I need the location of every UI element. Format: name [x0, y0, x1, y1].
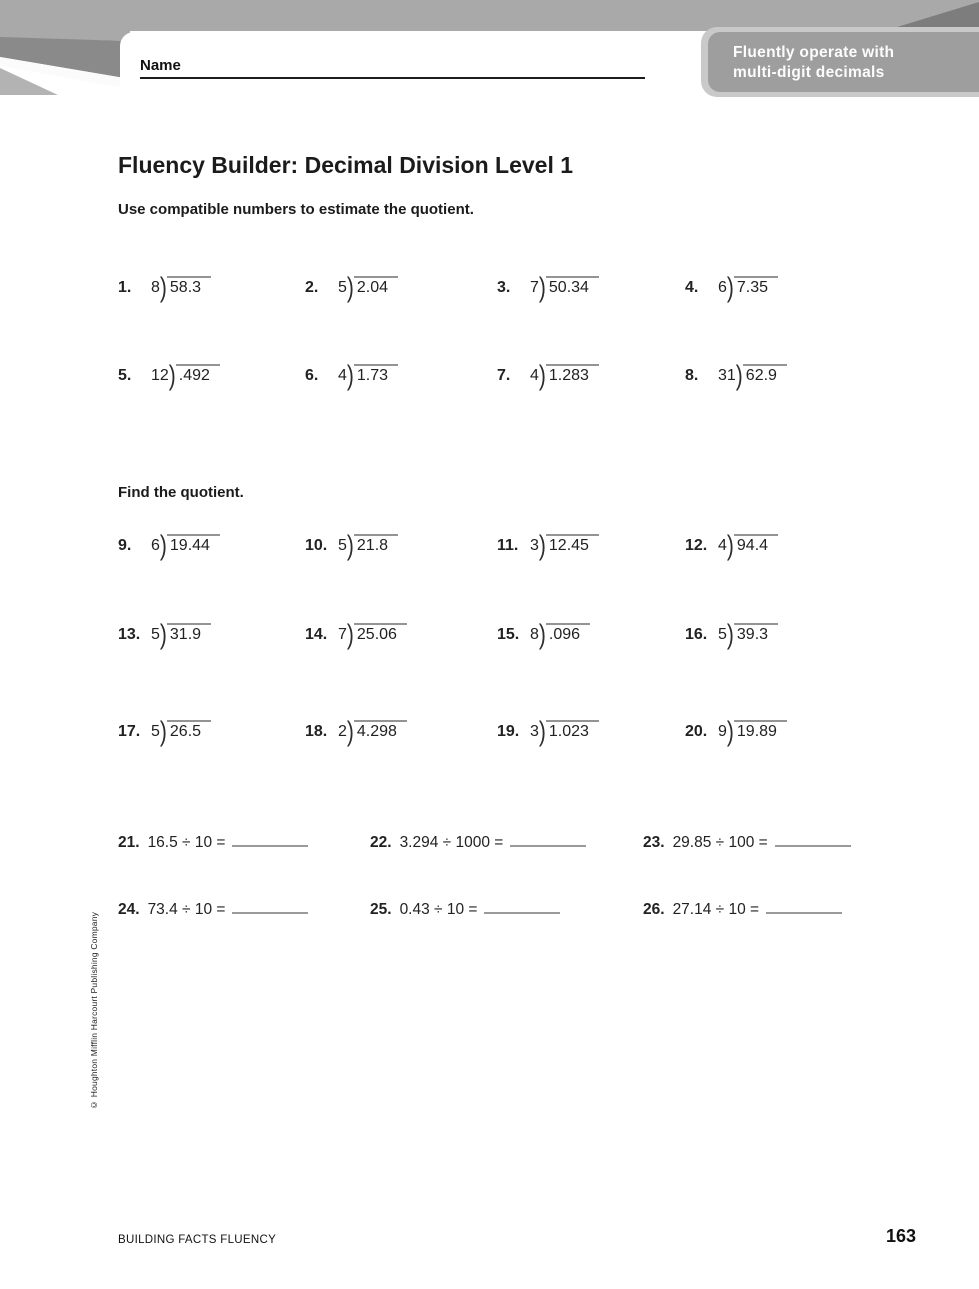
problem-number: 9.	[118, 537, 132, 554]
answer-blank	[232, 832, 308, 847]
problem-6	[305, 364, 398, 386]
problem-25	[370, 899, 560, 919]
divisor: 6	[151, 537, 160, 554]
long-division-bracket-icon	[539, 717, 546, 746]
divisor: 5	[338, 537, 347, 554]
footer-series-title: BUILDING FACTS FLUENCY	[118, 1234, 277, 1246]
long-division-bracket-icon	[160, 717, 167, 746]
long-division-bracket-icon	[347, 531, 354, 560]
problem-4	[685, 276, 778, 298]
divisor: 7	[530, 279, 539, 296]
divisor: 5	[718, 626, 727, 643]
long-division-bracket-icon	[736, 361, 743, 390]
long-division-bracket-icon	[169, 361, 176, 390]
problem-19	[497, 720, 599, 742]
problem-number: 15.	[497, 626, 520, 643]
problem-10	[305, 534, 398, 556]
problem-number: 21.	[118, 834, 140, 851]
page-number: 163	[886, 1226, 917, 1246]
dividend: 39.3	[734, 623, 778, 644]
dividend: 7.35	[734, 276, 778, 297]
dividend: 58.3	[167, 276, 211, 297]
dividend: .096	[546, 623, 590, 644]
long-division-bracket-icon	[727, 620, 734, 649]
answer-blank	[510, 832, 586, 847]
problem-20	[685, 720, 787, 742]
dividend: 1.023	[546, 720, 599, 741]
problem-number: 25.	[370, 901, 392, 918]
problem-number: 6.	[305, 367, 319, 384]
problem-number: 2.	[305, 279, 319, 296]
badge-line-2: multi-digit decimals	[733, 64, 885, 81]
divisor: 3	[530, 723, 539, 740]
dividend: 62.9	[743, 364, 787, 385]
long-division-bracket-icon	[539, 273, 546, 302]
expression: 27.14 ÷ 10 =	[672, 901, 760, 918]
problem-7	[497, 364, 599, 386]
divisor: 4	[338, 367, 347, 384]
dividend: 4.298	[354, 720, 407, 741]
problem-number: 14.	[305, 626, 328, 643]
divisor: 12	[151, 367, 169, 384]
long-division-bracket-icon	[539, 531, 546, 560]
dividend: 19.44	[167, 534, 220, 555]
dividend: .492	[176, 364, 220, 385]
divisor: 5	[338, 279, 347, 296]
dividend: 25.06	[354, 623, 407, 644]
problem-number: 26.	[643, 901, 665, 918]
divisor: 9	[718, 723, 727, 740]
problem-number: 17.	[118, 723, 141, 740]
long-division-bracket-icon	[727, 717, 734, 746]
problem-23	[643, 832, 851, 852]
problem-21	[118, 832, 308, 852]
problem-number: 11.	[497, 537, 519, 554]
dividend: 1.283	[546, 364, 599, 385]
problem-number: 18.	[305, 723, 328, 740]
problem-2	[305, 276, 398, 298]
expression: 0.43 ÷ 10 =	[399, 901, 478, 918]
problem-number: 1.	[118, 279, 132, 296]
problem-8	[685, 364, 787, 386]
problem-number: 24.	[118, 901, 140, 918]
skill-badge	[733, 43, 963, 83]
divisor: 4	[530, 367, 539, 384]
name-label: Name	[140, 57, 181, 74]
badge-line-1: Fluently operate with	[733, 44, 895, 61]
expression: 3.294 ÷ 1000 =	[399, 834, 504, 851]
dividend: 12.45	[546, 534, 599, 555]
problem-18	[305, 720, 407, 742]
copyright-text: © Houghton Mifflin Harcourt Publishing Company	[89, 911, 99, 1110]
long-division-bracket-icon	[539, 620, 546, 649]
divisor: 8	[151, 279, 160, 296]
answer-blank	[484, 899, 560, 914]
divisor: 5	[151, 626, 160, 643]
dividend: 21.8	[354, 534, 398, 555]
answer-blank	[232, 899, 308, 914]
divisor: 3	[530, 537, 539, 554]
long-division-bracket-icon	[160, 531, 167, 560]
dividend: 31.9	[167, 623, 211, 644]
problem-number: 5.	[118, 367, 132, 384]
problem-number: 13.	[118, 626, 141, 643]
divisor: 6	[718, 279, 727, 296]
dividend: 50.34	[546, 276, 599, 297]
long-division-bracket-icon	[347, 717, 354, 746]
problem-9	[118, 534, 220, 556]
name-blank-line	[140, 77, 645, 79]
long-division-bracket-icon	[160, 273, 167, 302]
problem-3	[497, 276, 599, 298]
problem-number: 12.	[685, 537, 708, 554]
problem-26	[643, 899, 842, 919]
divisor: 4	[718, 537, 727, 554]
problem-1	[118, 276, 211, 298]
problem-17	[118, 720, 211, 742]
problem-number: 4.	[685, 279, 699, 296]
problem-11	[497, 534, 599, 556]
dividend: 2.04	[354, 276, 398, 297]
long-division-bracket-icon	[727, 273, 734, 302]
problem-12	[685, 534, 778, 556]
dividend: 19.89	[734, 720, 787, 741]
problem-number: 10.	[305, 537, 328, 554]
long-division-bracket-icon	[347, 620, 354, 649]
problem-number: 8.	[685, 367, 699, 384]
problem-number: 3.	[497, 279, 511, 296]
expression: 73.4 ÷ 10 =	[147, 901, 226, 918]
expression: 29.85 ÷ 100 =	[672, 834, 768, 851]
section1-instruction: Use compatible numbers to estimate the quotient.	[118, 201, 474, 218]
problem-number: 20.	[685, 723, 708, 740]
divisor: 8	[530, 626, 539, 643]
problem-number: 23.	[643, 834, 665, 851]
divisor: 2	[338, 723, 347, 740]
dividend: 26.5	[167, 720, 211, 741]
problem-14	[305, 623, 407, 645]
long-division-bracket-icon	[347, 273, 354, 302]
problem-number: 16.	[685, 626, 708, 643]
answer-blank	[775, 832, 851, 847]
dividend: 1.73	[354, 364, 398, 385]
problem-16	[685, 623, 778, 645]
problem-15	[497, 623, 590, 645]
section2-instruction: Find the quotient.	[118, 484, 244, 501]
divisor: 5	[151, 723, 160, 740]
problem-24	[118, 899, 308, 919]
problem-13	[118, 623, 211, 645]
answer-blank	[766, 899, 842, 914]
header-band	[0, 0, 979, 31]
problem-number: 19.	[497, 723, 520, 740]
long-division-bracket-icon	[539, 361, 546, 390]
problem-22	[370, 832, 586, 852]
long-division-bracket-icon	[160, 620, 167, 649]
dividend: 94.4	[734, 534, 778, 555]
expression: 16.5 ÷ 10 =	[147, 834, 226, 851]
long-division-bracket-icon	[727, 531, 734, 560]
long-division-bracket-icon	[347, 361, 354, 390]
divisor: 31	[718, 367, 736, 384]
page-title: Fluency Builder: Decimal Division Level 1	[118, 152, 574, 178]
divisor: 7	[338, 626, 347, 643]
problem-number: 22.	[370, 834, 392, 851]
problem-number: 7.	[497, 367, 511, 384]
problem-5	[118, 364, 220, 386]
